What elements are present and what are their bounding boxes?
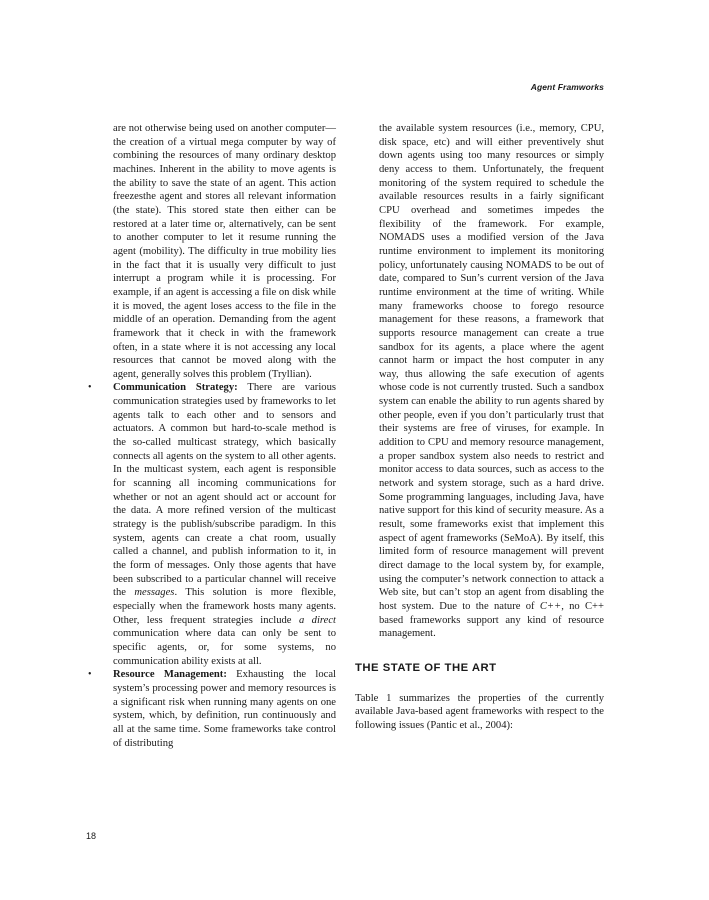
section-heading: THE STATE OF THE ART: [355, 661, 497, 674]
bullet-text-italic: messages: [134, 587, 175, 599]
bullet-title: Resource Management:: [113, 669, 227, 681]
page-number: 18: [86, 831, 97, 841]
running-head: Agent Framworks: [530, 82, 604, 92]
left-column: [88, 122, 336, 750]
left-intro-paragraph: are not otherwise being used on another computer—the creation of a virtual mega computer by way of combining the resources of many ordinary desktop machines. Inherent in the ability to move agents is the ability to save the state of an agent. This action freezesthe agent and stores all relevant information (the state). This stored state then either can be restored at a later time or, alternatively, can be sent to another computer to let it resume running the agent (mobility). The difficulty in true mobility lies in the fact that it is usually very difficult to just interrupt a program while it is processing. For example, if an agent is accessing a file on disk while it is moved, the agent loses access to the file in the middle of an operation. Demanding from the agent framework that it check in with the framework often, in a state where it is not accessing any local resources that cannot be moved along with the agent, generally solves this problem (Tryllian).: [113, 123, 336, 380]
bullet-communication-strategy: [88, 381, 336, 668]
section-paragraph: Table 1 summarizes the properties of the currently available Java-based agent frameworks with respect to the following issues (Pantic et al., 2004):: [355, 692, 604, 731]
bullet-text: communication where data can only be sent to specific agents, or, for some systems, no communication ability exists at all.: [113, 628, 336, 667]
right-continuation-paragraph: [355, 122, 604, 641]
bullet-text-italic: a direct: [298, 614, 336, 626]
bullet-icon: •: [88, 382, 92, 394]
bullet-text: . This solution is more flexible, especially when the framework hosts many agents. Other, less frequent strategies include: [113, 587, 336, 626]
right-column: [355, 122, 604, 733]
paragraph-text: the available system resources (i.e., memory, CPU, disk space, etc) and will either preventively shut down agents using too many resources or simply deny access to them. Unfortunately, the frequent monitoring of the system required to schedule the available resources results in a fairly significant CPU overhead and sometimes impedes the flexibility of the framework. For example, NOMADS uses a modified version of the Java runtime environment to implement its monitoring policy, unfortunately causing NOMADS to be out of date, compared to Sun’s current version of the Java runtime environment at the time of writing. While many frameworks choose to forego resource management for these reasons, a framework that supports resource management can create a true sandbox for its agents, a place where the agent cannot harm or impact the host computer in any way, thus allowing the safe execution of agents whose code is not currently trusted. Such a sandbox system can enable the ability to run agents shared by other people, even if you don’t particularly trust that their systems are free of viruses, for example. In addition to CPU and memory resource management, a proper sandbox system also needs to restrict and monitor access to data sources, such as access to the network and system storage, such as a hard drive. Some programming languages, including Java, have native support for this kind of security measure. As a result, some frameworks exist that implement this aspect of agent frameworks (SeMoA). By itself, this limited form of resource management will prevent direct damage to the local system by, for example, using the computer’s network connection to attack a Web site, but can’t stop an agent from disabling the host system. Due to the nature of: [379, 123, 604, 612]
paragraph-text-italic: C++: [539, 600, 562, 612]
bullet-resource-management: [88, 668, 336, 750]
bullet-text: There are various communication strategies used by frameworks to let agents talk to each other and to sensors and actuators. A common but hard-to-scale method is the so-called multicast strategy, which basically connects all agents on the system to all other agents. In the multicast system, each agent is responsible for scanning all incoming communications for whether or not an agent should act or account for the data. A more refined version of the multicast strategy is the publish/subscribe paradigm. In this system, agents can create a chat room, usually called a channel, and publish information to it, in the form of messages. Only those agents that have been subscribed to a particular channel will receive the: [113, 382, 336, 599]
bullet-text: Exhausting the local system’s processing power and memory resources is a significant risk when running many agents on one system, which, by definition, run continuously and all at the same time. Some frameworks take control of distributing: [113, 669, 336, 749]
paragraph-text: , no C++ based frameworks support any kind of resource management.: [379, 600, 604, 640]
bullet-icon: •: [88, 669, 92, 681]
bullet-title: Communication Strategy:: [113, 382, 238, 394]
